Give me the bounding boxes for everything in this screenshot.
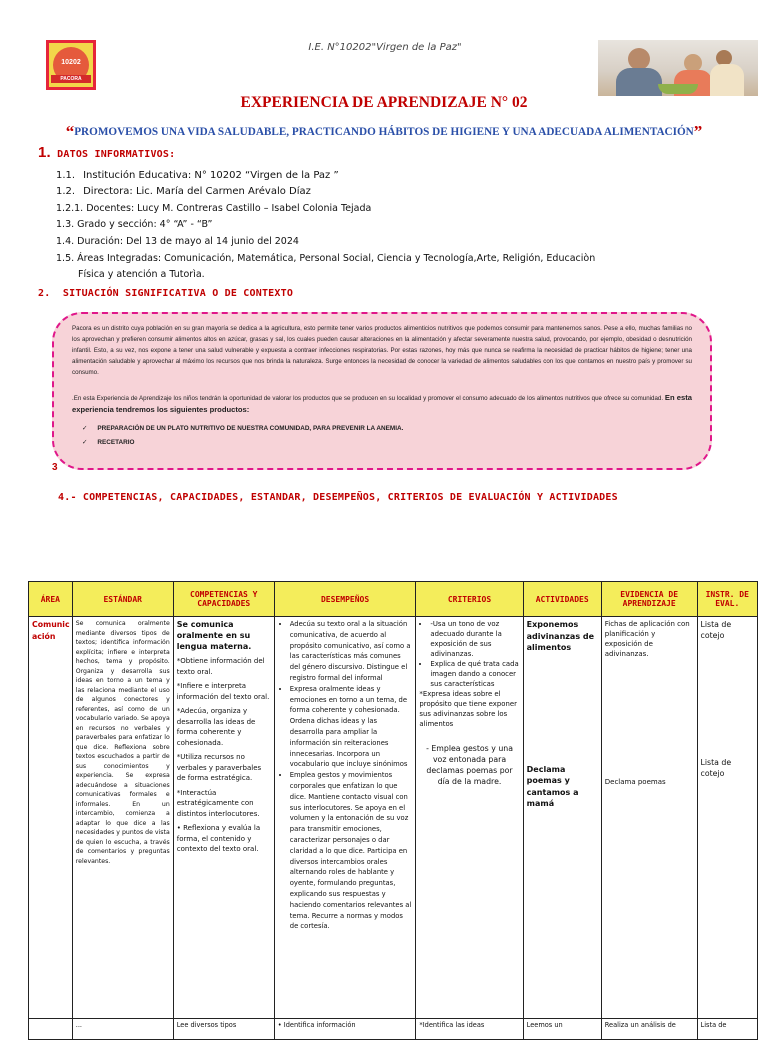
cell-criterios: *Identifica las ideas: [416, 1019, 523, 1040]
cell-area: Comunic ación: [29, 617, 73, 1019]
header-desempenos: DESEMPEÑOS: [274, 582, 416, 617]
product-item-2: ✓ RECETARIO: [82, 439, 135, 446]
header-criterios: CRITERIOS: [416, 582, 523, 617]
table-row: [29, 617, 758, 1019]
cell-desempenos: • Identifica información: [274, 1019, 416, 1040]
product-item-1: ✓ PREPARACIÓN DE UN PLATO NUTRITIVO DE NUESTRA COMUNIDAD, PARA PREVENIR LA ANEMIA.: [82, 425, 404, 432]
table-row: [29, 1019, 758, 1040]
context-paragraph-2: .En esta Experiencia de Aprendizaje los niños tendrán la oportunidad de valorar los productos que se producen en su localidad y promover el consumo adecuado de los alimentos nutritivos que ofrece su comunidad. En esta experiencia tendremos los siguientes productos:: [72, 393, 692, 414]
info-line-5: 1.4. Duración: Del 13 de mayo al 14 junio del 2024: [56, 236, 299, 247]
header-actividades: ACTIVIDADES: [523, 582, 601, 617]
info-line-2: 1.2. Directora: Lic. María del Carmen Arévalo Díaz: [56, 186, 311, 197]
page-title: EXPERIENCIA DE APRENDIZAJE N° 02: [240, 94, 528, 111]
cell-actividades: Exponemos adivinanzas de alimentos Declama poemas y cantamos a mamá: [523, 617, 601, 1019]
cell-area: [29, 1019, 73, 1040]
cell-instrumento: Lista de cotejo Lista de cotejo: [697, 617, 757, 1019]
context-paragraph-1: Pacora es un distrito cuya población en su gran mayoría se dedica a la agricultura, esto permite tener varios productos alimenticios nutritivos que podemos consumir para mantenernos sanos. Pese a ello, muchas familias no los aprovechan y prefieren consumir alimentos altos en azúcar, grasas y sal, los cuales pueden causar alteraciones en la alimentación y afectar severamente nuestra salud, provocando, por ejemplo, obesidad o desnutrición infantil. Esto, a su vez, nos expone a tener una salud vulnerable y expuesta a contraer infecciones respiratorias. Por estas razones, hoy más que nunca se reafirma la necesidad de practicar hábitos de higiene; tener una alimentación saludable y aprovechar al máximo los recursos que nos brinda la naturaleza. Surge entonces la necesidad de conocer la variedad de alimentos saludables con los que contamos en nuestro país y promover su consumo.: [72, 325, 692, 376]
header-evidencia: EVIDENCIA DE APRENDIZAJE: [601, 582, 697, 617]
cell-actividades: Leemos un: [523, 1019, 601, 1040]
info-line-1: 1.1. Institución Educativa: N° 10202 “Virgen de la Paz ”: [56, 170, 339, 181]
school-logo: [46, 40, 96, 90]
header-estandar: ESTÁNDAR: [72, 582, 173, 617]
cell-estandar: ...: [72, 1019, 173, 1040]
header-instrumento: INSTR. DE EVAL.: [697, 582, 757, 617]
family-cooking-photo: [598, 40, 758, 96]
info-line-7: Física y atención a Tutorìa.: [78, 269, 205, 280]
school-name: I.E. N°10202"Virgen de la Paz": [308, 42, 462, 53]
info-line-4: 1.3. Grado y sección: 4° “A” - “B”: [56, 219, 213, 230]
stray-number: 3: [52, 462, 58, 473]
cell-evidencia: Fichas de aplicación con planificación y exposición de adivinanzas. Declama poemas: [601, 617, 697, 1019]
cell-desempenos: • Adecúa su texto oral a la situación comunicativa, de acuerdo al propósito comunicativo, así como a las características más comunes del género discursivo. Distingue el registro formal del informal • Expresa oralmente ideas y emociones en torno a un tema, de forma coherente y cohesionada. Ordena dichas ideas y las desarrolla para ampliar la información sin reiteraciones innecesarias. Incorpora un vocabulario que incluye sinónimos • Emplea gestos y movimientos corporales que enfatizan lo que dice. Mantiene contacto visual con sus interlocutores. Se apoya en el volumen y la entonación de su voz para transmitir emociones, caracterizar personajes o dar claridad a lo que dice. Participa en diversos intercambios orales alternando roles de hablante y oyente, formulando preguntas, explicando sus respuestas y haciendo comentarios relevantes al tema. Recurre a normas y modos de cortesía.: [274, 617, 416, 1019]
section-heading-situacion: 2. SITUACIÓN SIGNIFICATIVA O DE CONTEXTO: [38, 288, 294, 299]
table-header-row: [29, 582, 758, 617]
cell-competencias: Lee diversos tipos: [173, 1019, 274, 1040]
cell-criterios: • -Usa un tono de voz adecuado durante la exposición de sus adivinanzas. • Explica de qué trata cada imagen dando a conocer sus características *Expresa ideas sobre el propósito que tiene exponer sus adivinanzas sobre los alimentos - Emplea gestos y una voz entonada para declamas poemas por día de la madre.: [416, 617, 523, 1019]
header-competencias: COMPETENCIAS Y CAPACIDADES: [173, 582, 274, 617]
page-subtitle: “PROMOVEMOS UNA VIDA SALUDABLE, PRACTICANDO HÁBITOS DE HIGIENE Y UNA ADECUADA ALIMENTACIÓN”: [65, 122, 703, 141]
logo-ribbon: PACORA: [51, 75, 91, 83]
checkmark-icon: ✓: [82, 439, 88, 446]
header-area: ÁREA: [29, 582, 73, 617]
cell-competencias: Se comunica oralmente en su lengua materna. *Obtiene información del texto oral. *Infiere e interpreta información del texto oral. *Adecúa, organiza y desarrolla las ideas de forma coherente y cohesionada. *Utiliza recursos no verbales y paraverbales de forma estratégica. *Interactúa estratégicamente con distintos interlocutores. • Reflexiona y evalúa la forma, el contenido y contexto del texto oral.: [173, 617, 274, 1019]
cell-evidencia: Realiza un análisis de: [601, 1019, 697, 1040]
info-line-3: 1.2.1. Docentes: Lucy M. Contreras Castillo – Isabel Colonia Tejada: [56, 203, 372, 214]
competencies-table: [28, 581, 758, 1040]
cell-estandar: Se comunica oralmente mediante diversos tipos de textos; identifica información explícita; infiere e interpreta hechos, tema y propósito. Organiza y desarrolla sus ideas en torno a un tema y las relaciona mediante el uso de algunos conectores y referentes, así como de un vocabulario variado. Se apoya en recursos no verbales y paraverbales para enfatizar lo que dice. Reflexiona sobre textos escuchados a partir de sus conocimientos y experiencia. Se expresa adecuándose a situaciones comunicativas formales e informales. En un intercambio, comienza a adaptar lo que dice a las necesidades y puntos de vista de quien lo escucha, a través de comentarios y preguntas relevantes.: [72, 617, 173, 1019]
cell-instrumento: Lista de: [697, 1019, 757, 1040]
checkmark-icon: ✓: [82, 425, 88, 432]
section-heading-datos: 1. DATOS INFORMATIVOS:: [38, 144, 176, 161]
info-line-6: 1.5. Áreas Integradas: Comunicación, Matemática, Personal Social, Ciencia y Tecnología,Arte, Religión, Educaciòn: [56, 253, 596, 264]
context-box: [52, 312, 712, 470]
section-heading-competencias: 4.- COMPETENCIAS, CAPACIDADES, ESTANDAR, DESEMPEÑOS, CRITERIOS DE EVALUACIÓN Y ACTIVIDADES: [58, 492, 618, 503]
logo-number: 10202: [61, 59, 81, 66]
